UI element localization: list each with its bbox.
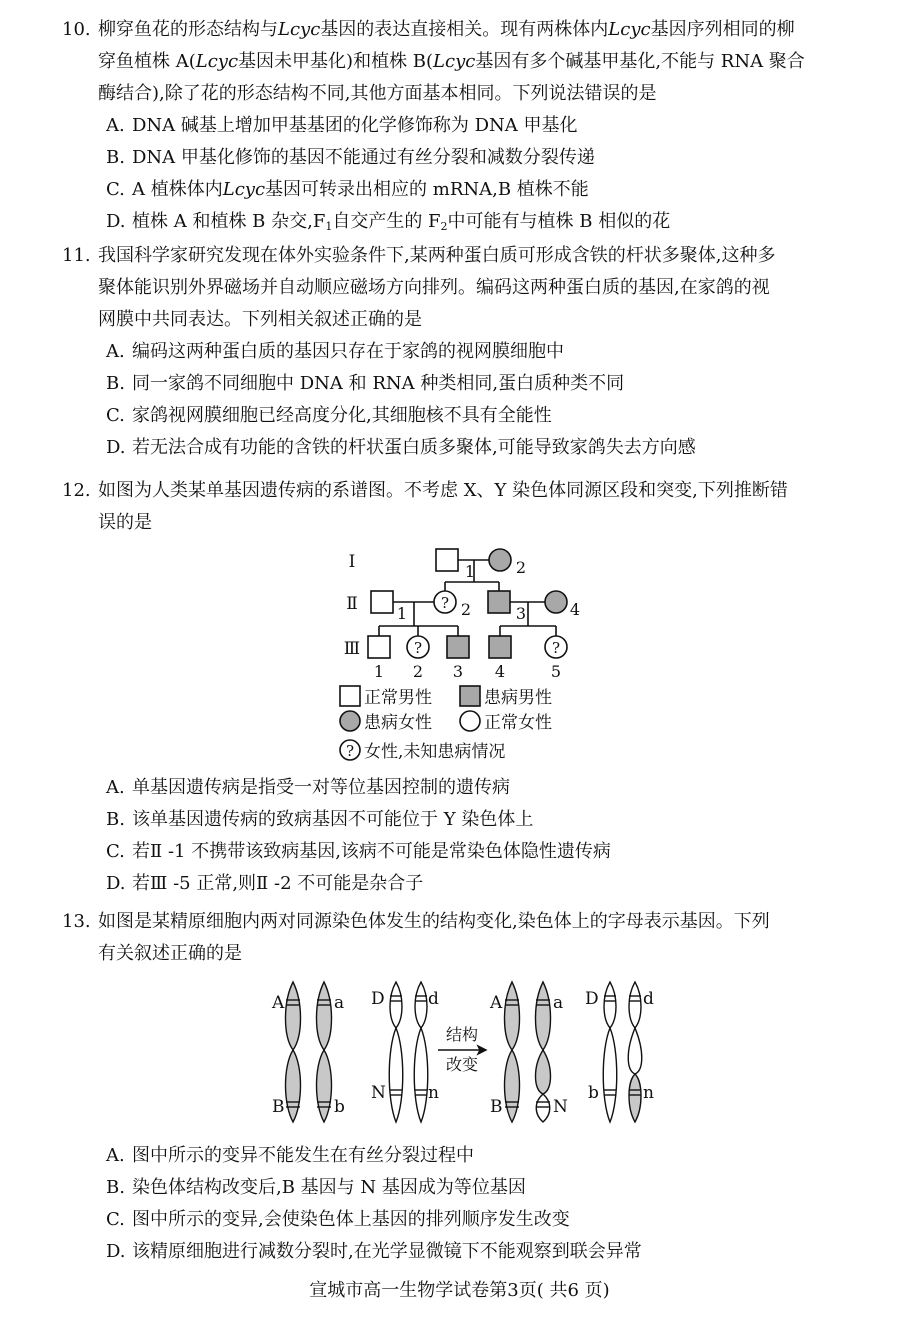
label-D-after: D [585,989,599,1009]
chromosome-6-translocated [536,1094,550,1122]
label-n: n [428,1083,439,1103]
pedigree-II-4 [545,591,567,613]
q12-option-a[interactable]: A. 单基因遗传病是指受一对等位基因控制的遗传病 [106,777,510,798]
chromosome-5-upper [505,982,520,1050]
legend-normal-male-label: 正常男性 [364,688,432,708]
legend-unknown-female-label: 女性,未知患病情况 [364,742,506,762]
chromosome-5-lower [505,1050,520,1122]
q11-option-c[interactable]: C. 家鸽视网膜细胞已经高度分化,其细胞核不具有全能性 [106,405,552,426]
q10-option-b[interactable]: B. DNA 甲基化修饰的基因不能通过有丝分裂和减数分裂传递 [106,147,595,168]
legend-normal-female-label: 正常女性 [484,713,552,733]
q12-line-1: 12. 如图为人类某单基因遗传病的系谱图。不考虑 X、Y 染色体同源区段和突变,下列推断错 [62,475,902,507]
pedigree-II-3 [488,591,510,613]
q12-option-d[interactable]: D. 若Ⅲ -5 正常,则Ⅱ -2 不可能是杂合子 [106,873,424,894]
q13-option-c[interactable]: C. 图中所示的变异,会使染色体上基因的排列顺序发生改变 [106,1209,570,1230]
question-11 [62,240,902,464]
III-3-number: 3 [452,662,464,681]
q13-option-a[interactable]: A. 图中所示的变异不能发生在有丝分裂过程中 [106,1145,474,1166]
chromosome-2-lower [317,1050,332,1122]
question-12-options [62,772,902,900]
label-d-after: d [643,989,654,1009]
q13-line-1: 13. 如图是某精原细胞内两对同源染色体发生的结构变化,染色体上的字母表示基因。下列 [62,906,902,938]
q13-line-2: 有关叙述正确的是 [98,943,242,964]
chromosome-3-lower [389,1028,403,1122]
q11-line-3: 网膜中共同表达。下列相关叙述正确的是 [98,309,422,330]
III-4-number: 4 [494,662,506,681]
q11-option-b[interactable]: B. 同一家鸽不同细胞中 DNA 和 RNA 种类相同,蛋白质种类不同 [106,373,625,394]
chromosome-8-translocated [629,1074,641,1122]
II-1-number: 1 [396,604,408,623]
label-B: B [272,1097,285,1117]
page-footer: 宣城市高一生物学试卷第3页( 共6 页) [309,1280,610,1301]
q10-line-2: 穿鱼植株 A(Lcyc基因未甲基化)和植株 B(Lcyc基因有多个碱基甲基化,不能与 RNA 聚合 [98,51,805,72]
label-A-after: A [490,993,503,1013]
pedigree-chart [330,540,590,770]
q11-option-a[interactable]: A. 编码这两种蛋白质的基因只存在于家鸽的视网膜细胞中 [106,341,564,362]
II-3-number: 3 [515,604,527,623]
label-N: N [371,1083,386,1103]
chromosome-8-lower-white [628,1028,642,1074]
label-a-after: a [553,993,564,1013]
question-12 [62,475,902,539]
II-2-number: 2 [460,600,472,619]
III-5-number: 5 [550,662,562,681]
pedigree-I-2 [489,549,511,571]
legend-affected-female-label: 患病女性 [364,713,432,733]
label-D: D [371,989,385,1009]
label-d: d [428,989,439,1009]
pedigree-I-1 [436,549,458,571]
label-b-after: b [588,1083,599,1103]
label-n-after: n [643,1083,654,1103]
generation-II-label: Ⅱ [346,594,358,614]
II-4-number: 4 [569,600,581,619]
chromosome-2-upper [317,982,332,1050]
q10-option-a[interactable]: A. DNA 碱基上增加甲基基团的化学修饰称为 DNA 甲基化 [106,115,578,136]
chromosome-7-lower [603,1028,617,1122]
q11-option-d[interactable]: D. 若无法合成有功能的含铁的杆状蛋白质多聚体,可能导致家鸽失去方向感 [106,437,696,458]
q13-option-b[interactable]: B. 染色体结构改变后,B 基因与 N 基因成为等位基因 [106,1177,526,1198]
label-A: A [272,993,285,1013]
III-1-number: 1 [373,662,385,681]
q12-line-2: 误的是 [98,512,152,533]
chromosome-3-upper [390,982,402,1028]
q13-number: 13. [62,911,91,932]
pedigree-III-3 [447,636,469,658]
label-B-after: B [490,1097,503,1117]
generation-III-label: Ⅲ [343,639,361,659]
pedigree-III-4 [489,636,511,658]
arrow-label-top: 结构 [445,1025,479,1044]
pedigree-III-1 [368,636,390,658]
III-5-question-mark: ? [551,639,561,657]
legend-affected-male-icon [460,686,480,706]
chromosome-7-upper [604,982,616,1028]
q13-option-d[interactable]: D. 该精原细胞进行减数分裂时,在光学显微镜下不能观察到联会异常 [106,1241,642,1262]
chromosome-6-upper [536,982,551,1050]
q10-line-1: 10. 柳穿鱼花的形态结构与Lcyc基因的表达直接相关。现有两株体内Lcyc基因序列相同的柳 [62,14,902,46]
q10-line-3: 酶结合),除了花的形态结构不同,其他方面基本相同。下列说法错误的是 [98,83,657,104]
chromosome-figure [268,978,668,1128]
q10-option-c[interactable]: C. A 植株体内Lcyc基因可转录出相应的 mRNA,B 植株不能 [106,179,589,200]
pedigree-II-1 [371,591,393,613]
III-2-question-mark: ? [413,639,423,657]
chromosome-1-upper [286,982,301,1050]
legend-normal-male-icon [340,686,360,706]
q10-number: 10. [62,19,91,40]
III-2-number: 2 [412,662,424,681]
generation-I-label: Ⅰ [348,552,356,572]
legend-affected-male-label: 患病男性 [484,688,552,708]
question-10 [62,14,902,238]
chromosome-8-upper [629,982,641,1028]
chromosome-4-lower [414,1028,428,1122]
q11-line-1: 11. 我国科学家研究发现在体外实验条件下,某两种蛋白质可形成含铁的杆状多聚体,这种多 [62,240,902,272]
legend-normal-female-icon [460,711,480,731]
arrow-label-bottom: 改变 [445,1055,479,1074]
I-1-number: 1 [464,562,476,581]
label-a: a [334,993,345,1013]
chromosome-6-lower [536,1050,551,1094]
chromosome-1-lower [286,1050,301,1122]
q11-line-2: 聚体能识别外界磁场并自动顺应磁场方向排列。编码这两种蛋白质的基因,在家鸽的视 [98,277,770,298]
q11-number: 11. [62,245,91,266]
I-2-number: 2 [515,558,527,577]
question-13-options [62,1140,902,1268]
q10-option-d[interactable]: D. 植株 A 和植株 B 杂交$,F_1$自交产生的 $F_2$中可能有与植株 B 相似的花 [106,211,671,233]
q12-option-c[interactable]: C. 若Ⅱ -1 不携带该致病基因,该病不可能是常染色体隐性遗传病 [106,841,611,862]
label-b: b [334,1097,345,1117]
legend-affected-female-icon [340,711,360,731]
q12-number: 12. [62,480,91,501]
question-13 [62,906,902,970]
chromosome-4-upper [415,982,427,1028]
q12-option-b[interactable]: B. 该单基因遗传病的致病基因不可能位于 Y 染色体上 [106,809,534,830]
label-N-after: N [553,1097,568,1117]
II-2-question-mark: ? [440,594,450,612]
legend-question-mark: ? [345,742,355,760]
